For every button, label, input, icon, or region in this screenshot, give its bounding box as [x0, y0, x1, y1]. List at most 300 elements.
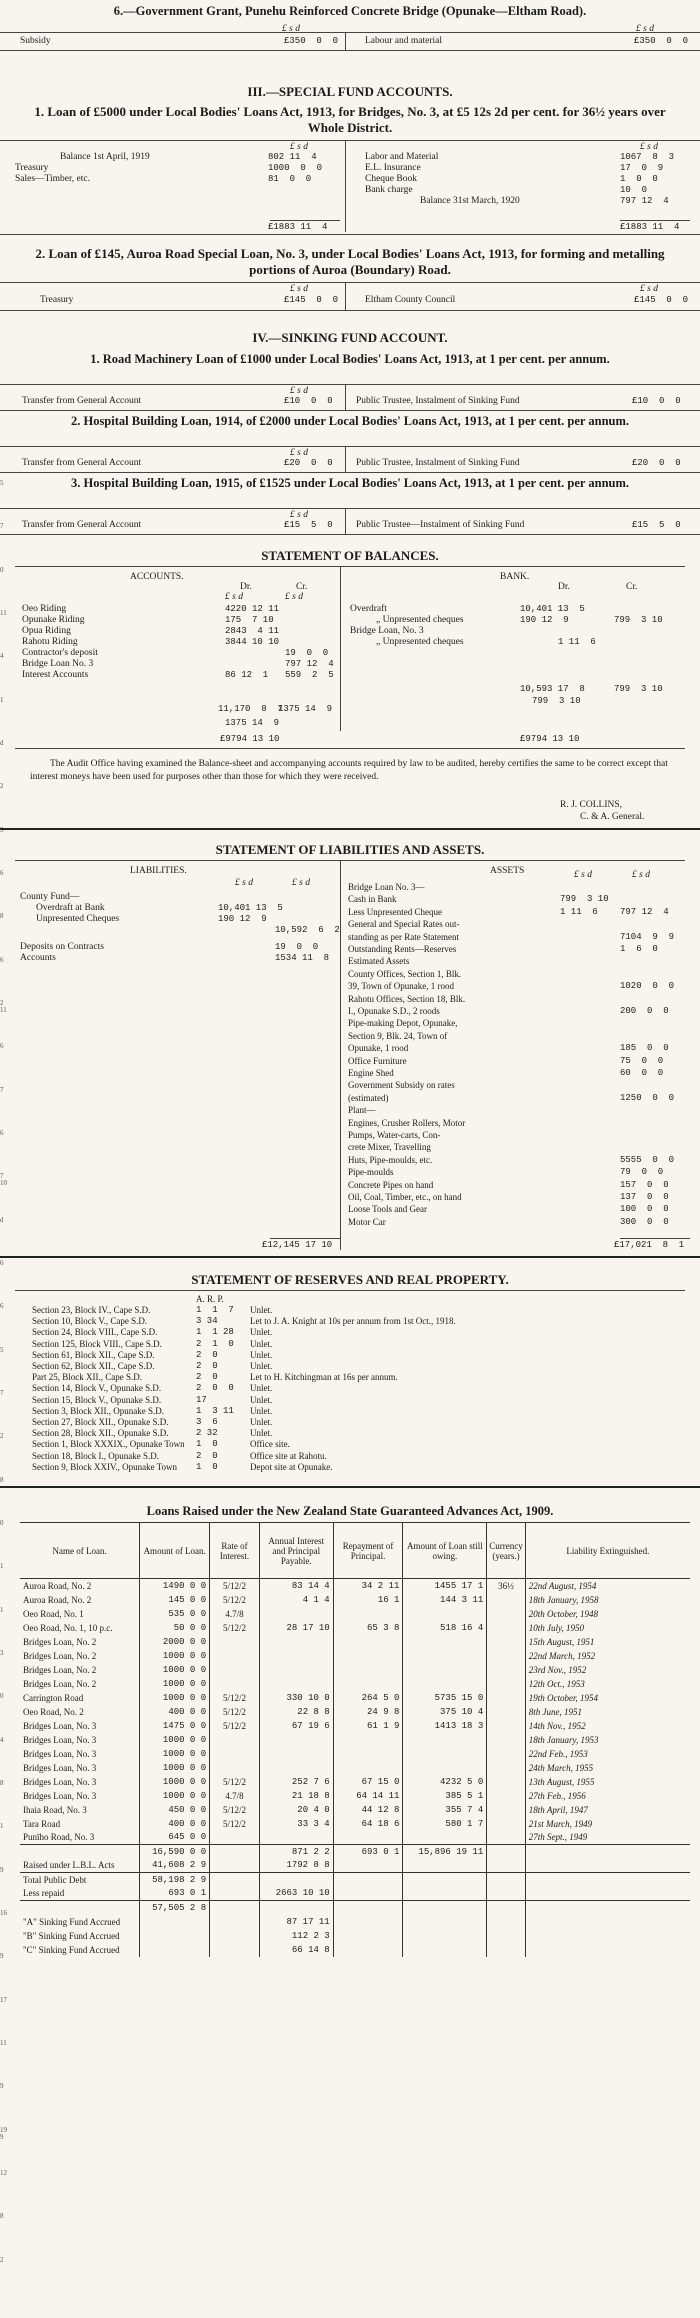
table-cell: 1792 8 8	[259, 1859, 333, 1873]
asset-amount-b: 797 12 4	[620, 906, 669, 917]
asset-amount-b: 1250 0 0	[620, 1092, 675, 1103]
gutter-mark: 1	[0, 695, 4, 704]
section-3-heading: III.—SPECIAL FUND ACCOUNTS.	[247, 84, 453, 99]
labour-label: Labour and material	[365, 36, 443, 46]
table-cell: 28 17 10	[259, 1621, 333, 1635]
table-cell: 16,590 0 0	[140, 1845, 210, 1859]
divider	[15, 1290, 685, 1291]
table-cell: 5/12/2	[210, 1621, 260, 1635]
transfer-amount: £10 0 0	[284, 396, 333, 406]
table-cell	[487, 1915, 526, 1929]
table-cell: 144 3 11	[403, 1593, 487, 1607]
lsd-header: £ s d	[632, 870, 650, 880]
table-cell: 21st March, 1949	[528, 1818, 593, 1829]
table-cell	[487, 1607, 526, 1621]
loan-1-left-amount: 1000 0 0	[268, 163, 323, 173]
table-cell	[403, 1733, 487, 1747]
acc-less: 1375 14 9	[225, 718, 280, 728]
table-cell	[333, 1677, 403, 1691]
reserve-area: 1 1 28	[196, 1327, 234, 1338]
table-cell	[487, 1775, 526, 1789]
loan-1-left-label: Balance 1st April, 1919	[60, 152, 150, 162]
loan-1-right-label: Balance 31st March, 1920	[420, 196, 520, 206]
table-cell	[210, 1747, 260, 1761]
balance-account-dr: 4220 12 11	[225, 604, 280, 614]
table-row	[20, 1607, 690, 1621]
table-cell	[333, 1761, 403, 1775]
table-cell	[487, 1649, 526, 1663]
table-cell	[403, 1915, 487, 1929]
table-cell: 1475 0 0	[140, 1719, 210, 1733]
divider	[345, 446, 346, 472]
lsd-header: £ s d	[290, 142, 308, 152]
asset-label: Plant—	[348, 1105, 376, 1116]
table-cell	[403, 1635, 487, 1649]
asset-label: General and Special Rates out-	[348, 919, 460, 930]
table-cell: 4 1 4	[259, 1593, 333, 1607]
table-cell: 22nd March, 1952	[528, 1650, 596, 1661]
reserve-section: Section 27, Block XII., Opunake S.D.	[32, 1417, 169, 1427]
table-cell	[20, 1901, 140, 1915]
table-cell	[403, 1859, 487, 1873]
column-header: Amount of Loan still owing.	[403, 1523, 487, 1579]
gutter-mark: 0	[0, 565, 4, 574]
loan-1-right-total: £1883 11 4	[620, 222, 680, 232]
table-cell	[210, 1831, 260, 1845]
table-cell	[210, 1901, 260, 1915]
asset-label: Concrete Pipes on hand	[348, 1179, 434, 1190]
table-cell: 535 0 0	[140, 1607, 210, 1621]
table-cell: 24th March, 1955	[528, 1762, 594, 1773]
trustee-label: Public Trustee, Instalment of Sinking Fund	[356, 458, 520, 468]
reserve-section: Section 125, Block VIII., Cape S.D.	[32, 1338, 162, 1349]
table-cell: 1000 0 0	[140, 1789, 210, 1803]
liabilities-heading: STATEMENT OF LIABILITIES AND ASSETS.	[215, 842, 485, 857]
table-cell: 64 18 6	[333, 1817, 403, 1831]
table-cell	[333, 1635, 403, 1649]
acc-cr-label: Cr.	[296, 582, 308, 592]
loan-1-right-label: E.L. Insurance	[365, 163, 421, 173]
asset-label: Less Unpresented Cheque	[348, 906, 442, 917]
table-cell	[210, 1845, 260, 1859]
arp-header: A. R. P.	[196, 1294, 224, 1304]
table-cell: 15th August, 1951	[528, 1636, 595, 1647]
divider	[345, 140, 346, 232]
asset-label: standing as per Rate Statement	[348, 931, 459, 942]
table-cell	[259, 1635, 333, 1649]
lsd-header: £ s d	[235, 878, 253, 888]
table-row	[20, 1775, 690, 1789]
bank-label: BANK.	[500, 572, 530, 582]
table-row	[20, 1733, 690, 1747]
balances-heading: STATEMENT OF BALANCES.	[261, 548, 439, 563]
trustee-label: Public Trustee, Instalment of Sinking Fund	[356, 396, 520, 406]
table-row	[20, 1747, 690, 1761]
trustee-label: Public Trustee—Instalment of Sinking Fund	[356, 520, 525, 530]
divider	[345, 508, 346, 534]
table-cell: 252 7 6	[259, 1775, 333, 1789]
asset-label: Outstanding Rents—Reserves	[348, 944, 457, 954]
table-cell	[210, 1859, 260, 1873]
table-cell	[487, 1593, 526, 1607]
table-cell	[259, 1901, 333, 1915]
accounts-label: ACCOUNTS.	[130, 572, 184, 582]
asset-amount-a: 799 3 10	[560, 894, 609, 905]
table-cell: 10th July, 1950	[528, 1622, 584, 1633]
table-cell: 1000 0 0	[140, 1761, 210, 1775]
gutter-mark: 1	[0, 1605, 4, 1614]
loan-1-right-amount: 17 0 9	[620, 163, 664, 173]
table-cell: 264 5 0	[333, 1691, 403, 1705]
asset-amount-b: 157 0 0	[620, 1179, 669, 1190]
liab-total: £12,145 17 10	[262, 1240, 333, 1250]
table-cell	[20, 1845, 140, 1859]
acc-dr-total: 11,170 8 7	[218, 704, 283, 714]
table-cell: Oeo Road, No. 1	[20, 1607, 140, 1621]
table-cell: 24 9 8	[333, 1705, 403, 1719]
table-cell	[487, 1747, 526, 1761]
section-4-heading: IV.—SINKING FUND ACCOUNT.	[252, 330, 448, 345]
lsd-header: £ s d	[290, 284, 308, 294]
divider	[15, 566, 685, 567]
reserve-note: Unlet.	[250, 1405, 273, 1416]
table-row	[20, 1817, 690, 1831]
reserve-section: Section 18, Block I., Opunake S.D.	[32, 1450, 159, 1461]
gutter-mark: 6	[0, 1302, 4, 1311]
table-cell: 61 1 9	[333, 1719, 403, 1733]
gutter-mark: 8	[0, 2212, 4, 2221]
table-cell: Bridges Loan, No. 3	[20, 1789, 140, 1803]
table-cell: 83 14 4	[259, 1579, 333, 1593]
table-cell	[333, 1733, 403, 1747]
table-cell: 5/12/2	[210, 1719, 260, 1733]
loan-1-right-amount: 797 12 4	[620, 196, 669, 206]
table-row	[20, 1677, 690, 1691]
table-cell: Auroa Road, No. 2	[20, 1593, 140, 1607]
gutter-mark: 11	[0, 2039, 7, 2047]
balance-bank-dr: 10,401 13 5	[520, 604, 585, 614]
table-cell	[525, 1873, 690, 1887]
table-cell: 18th January, 1958	[528, 1594, 599, 1605]
asset-amount-b: 7104 9 9	[620, 931, 675, 942]
divider	[340, 860, 341, 1250]
table-cell	[487, 1859, 526, 1873]
table-cell: 5/12/2	[210, 1775, 260, 1789]
asset-label: Engines, Crusher Rollers, Motor	[348, 1117, 466, 1128]
table-cell: Tara Road	[20, 1817, 140, 1831]
table-cell: 41,608 2 9	[140, 1859, 210, 1873]
asset-label: 39, Town of Opunake, 1 rood	[348, 981, 454, 992]
reserve-section: Section 10, Block V., Cape S.D.	[32, 1316, 148, 1327]
table-cell	[403, 1649, 487, 1663]
divider	[270, 220, 340, 221]
asset-label: Cash in Bank	[348, 894, 397, 905]
sinking-fund-row	[20, 1929, 690, 1943]
reserve-note: Depot site at Opunake.	[250, 1461, 333, 1472]
table-cell	[210, 1635, 260, 1649]
loan-1-left-amount: 81 0 0	[268, 174, 312, 184]
table-cell: 27th Feb., 1956	[528, 1790, 586, 1801]
table-cell	[487, 1691, 526, 1705]
table-cell	[487, 1943, 526, 1957]
table-cell	[333, 1929, 403, 1943]
asset-amount-b: 75 0 0	[620, 1055, 664, 1066]
table-cell	[333, 1747, 403, 1761]
liability-amount-b: 10,592 6 2	[275, 925, 340, 935]
table-cell: 18th April, 1947	[528, 1804, 588, 1815]
section-6	[0, 4, 700, 19]
asset-amount-b: 79 0 0	[620, 1167, 664, 1178]
asset-label: I., Opunake S.D., 2 roods	[348, 1006, 440, 1016]
table-cell	[487, 1901, 526, 1915]
liab-label: LIABILITIES.	[130, 866, 187, 876]
table-cell	[210, 1663, 260, 1677]
lbl-row	[20, 1859, 690, 1873]
table-cell	[259, 1677, 333, 1691]
table-cell	[525, 1845, 690, 1859]
table-row	[20, 1635, 690, 1649]
asset-amount-b: 60 0 0	[620, 1068, 664, 1078]
table-cell	[403, 1831, 487, 1845]
reserve-area: 2 1 0	[196, 1338, 234, 1349]
lsd-header: £ s d	[574, 870, 592, 880]
loan-1-right-label: Labor and Material	[365, 152, 439, 162]
table-cell	[259, 1831, 333, 1845]
loan-1-left-amount: 802 11 4	[268, 152, 317, 162]
divider	[0, 384, 700, 385]
reserve-note: Unlet.	[250, 1428, 273, 1439]
table-cell: Bridges Loan, No. 2	[20, 1677, 140, 1691]
reserve-area: 2 0	[196, 1361, 218, 1371]
table-cell	[210, 1943, 260, 1957]
table-cell: 66 14 8	[259, 1943, 333, 1957]
table-cell: Oeo Road, No. 2	[20, 1705, 140, 1719]
bank-final: £9794 13 10	[520, 734, 580, 744]
table-row	[20, 1803, 690, 1817]
table-cell	[210, 1649, 260, 1663]
table-cell: 4.7/8	[210, 1607, 260, 1621]
table-cell: 145 0 0	[140, 1593, 210, 1607]
balance-account-label: Bridge Loan No. 3	[22, 659, 94, 669]
reserve-section: Section 14, Block V., Opunake S.D.	[32, 1383, 162, 1394]
gutter-mark: 4	[0, 1735, 4, 1744]
table-cell: 2000 0 0	[140, 1635, 210, 1649]
divider	[0, 446, 700, 447]
table-cell	[333, 1831, 403, 1845]
balance-account-label: Oeo Riding	[22, 604, 67, 614]
table-cell: 375 10 4	[403, 1705, 487, 1719]
asset-label: Opunake, 1 rood	[348, 1043, 409, 1054]
asset-label: Motor Car	[348, 1216, 386, 1227]
table-cell: 385 5 1	[403, 1789, 487, 1803]
gutter-mark: 12	[0, 2169, 7, 2177]
reserve-section: Section 1, Block XXXIX., Opunake Town	[32, 1439, 185, 1450]
table-cell: 4232 5 0	[403, 1775, 487, 1789]
table-cell: 20 4 0	[259, 1803, 333, 1817]
table-row	[20, 1789, 690, 1803]
table-cell	[333, 1607, 403, 1621]
table-cell	[487, 1733, 526, 1747]
table-cell: 645 0 0	[140, 1831, 210, 1845]
asset-label: Oil, Coal, Timber, etc., on hand	[348, 1192, 462, 1202]
asset-label: Office Furniture	[348, 1055, 407, 1066]
loan-2-title: 2. Loan of £145, Auroa Road Special Loan, No. 3, under Local Bodies' Loans Act, 1913, for forming and metalling portions of Auroa (Boundary) Road.	[35, 246, 665, 277]
liability-amount-a: 190 12 9	[218, 914, 267, 924]
reserve-note: Unlet.	[250, 1327, 273, 1338]
sinking-fund-row	[20, 1915, 690, 1929]
table-cell: 518 16 4	[403, 1621, 487, 1635]
balance-account-label: Opua Riding	[22, 626, 71, 636]
table-cell: 2663 10 10	[259, 1887, 333, 1901]
table-cell	[487, 1831, 526, 1845]
reserve-area: 1 0	[196, 1439, 218, 1450]
gutter-mark: d	[0, 1215, 4, 1224]
transfer-label: Transfer from General Account	[22, 520, 142, 530]
asset-label: crete Mixer, Travelling	[348, 1142, 431, 1153]
table-cell	[259, 1663, 333, 1677]
reserve-note: Unlet.	[250, 1349, 273, 1360]
column-header: Name of Loan.	[20, 1523, 140, 1579]
table-cell: Bridges Loan, No. 3	[20, 1719, 140, 1733]
table-cell	[487, 1677, 526, 1691]
divider	[0, 50, 700, 51]
asset-amount-b: 1020 0 0	[620, 981, 675, 992]
table-row	[20, 1579, 690, 1593]
table-cell	[140, 1915, 210, 1929]
table-cell	[210, 1677, 260, 1691]
asset-label: Government Subsidy on rates	[348, 1080, 455, 1091]
loan-1-right-label: Cheque Book	[365, 174, 417, 184]
reserve-section: Section 23, Block IV., Cape S.D.	[32, 1305, 151, 1315]
table-cell: Punīho Road, No. 3	[20, 1831, 140, 1845]
asset-label: Pipe-making Depot, Opunake,	[348, 1018, 458, 1029]
table-cell	[487, 1761, 526, 1775]
table-cell: "A" Sinking Fund Accrued	[20, 1915, 140, 1929]
table-cell: 330 10 0	[259, 1691, 333, 1705]
table-cell: 1000 0 0	[140, 1649, 210, 1663]
gutter-mark: 11	[0, 609, 7, 617]
table-cell	[487, 1705, 526, 1719]
gutter-mark: 7	[0, 1085, 4, 1094]
table-cell	[403, 1663, 487, 1677]
table-cell: 1490 0 0	[140, 1579, 210, 1593]
reserve-area: 3 6	[196, 1417, 218, 1427]
reserves-heading: STATEMENT OF RESERVES AND REAL PROPERTY.	[191, 1272, 509, 1287]
divider	[345, 32, 346, 50]
table-cell	[333, 1649, 403, 1663]
table-row	[20, 1761, 690, 1775]
reserve-section: Section 15, Block V., Opunake S.D.	[32, 1394, 162, 1405]
liability-amount-b: 19 0 0	[275, 942, 319, 952]
table-cell: 450 0 0	[140, 1803, 210, 1817]
table-cell: Carrington Road	[20, 1691, 140, 1705]
lsd-header: £ s d	[225, 592, 243, 602]
divider	[0, 508, 700, 509]
table-cell	[259, 1761, 333, 1775]
gutter-mark: 6	[0, 869, 4, 877]
divider	[0, 140, 700, 141]
audit-note: The Audit Office having examined the Balance-sheet and accompanying accounts required by law to be audited, hereby certifies the same to be correct except that interest moneys have been used for purposes other than those for which they were received.	[30, 759, 668, 782]
column-header: Rate of Interest.	[210, 1523, 260, 1579]
table-cell: Bridges Loan, No. 3	[20, 1761, 140, 1775]
balance-account-cr: 797 12 4	[285, 659, 334, 669]
table-cell: 871 2 2	[259, 1845, 333, 1859]
table-row	[20, 1831, 690, 1845]
gutter-mark: 2 11	[0, 999, 7, 1014]
lsd-header: £ s d	[285, 592, 303, 602]
balance-bank-cr: 799 3 10	[614, 615, 663, 625]
loans-heading: Loans Raised under the New Zealand State Guaranteed Advances Act, 1909.	[146, 1504, 554, 1518]
subsidy-label: Subsidy	[20, 36, 51, 46]
table-cell	[487, 1621, 526, 1635]
table-cell: Bridges Loan, No. 2	[20, 1649, 140, 1663]
table-cell: Less repaid	[20, 1887, 140, 1901]
table-cell: 693 0 1	[140, 1887, 210, 1901]
lsd-header: £ s d	[636, 24, 654, 34]
table-cell: 14th Nov., 1952	[528, 1720, 586, 1731]
balance-account-label: Interest Accounts	[22, 670, 89, 680]
reserve-section: Section 3, Block XII., Opunake S.D.	[32, 1405, 164, 1416]
liability-label: Overdraft at Bank	[36, 903, 105, 913]
treasury-amount: £145 0 0	[284, 295, 339, 305]
reserve-area: 1 3 11	[196, 1405, 234, 1416]
table-cell	[403, 1761, 487, 1775]
table-cell: 1000 0 0	[140, 1747, 210, 1761]
table-cell	[403, 1677, 487, 1691]
liability-amount-a: 10,401 13 5	[218, 903, 283, 913]
table-cell: 1000 0 0	[140, 1775, 210, 1789]
table-cell	[259, 1873, 333, 1887]
divider	[0, 282, 700, 283]
liability-amount-b: 1534 11 8	[275, 953, 330, 963]
column-header: Annual Interest and Principal Payable.	[259, 1523, 333, 1579]
table-cell	[140, 1943, 210, 1957]
gutter-mark: 7 10	[0, 1172, 7, 1188]
balance-bank-label: Overdraft	[350, 604, 387, 614]
divider	[0, 1256, 700, 1258]
asset-label: Bridge Loan No. 3—	[348, 882, 425, 892]
table-cell	[487, 1873, 526, 1887]
gutter-mark: 3	[0, 825, 4, 834]
transfer-label: Transfer from General Account	[22, 458, 142, 468]
acc-cr-total: 1375 14 9	[278, 704, 333, 714]
section-6-title: 6.—Government Grant, Punehu Reinforced Concrete Bridge (Opunake—Eltham Road).	[113, 4, 587, 18]
table-row	[20, 1719, 690, 1733]
table-cell	[403, 1943, 487, 1957]
divider	[345, 384, 346, 410]
balance-bank-label: „ Unpresented cheques	[376, 637, 464, 647]
table-cell	[333, 1663, 403, 1677]
table-cell	[487, 1663, 526, 1677]
divider	[340, 566, 341, 731]
reserve-note: Unlet.	[250, 1417, 273, 1427]
table-cell: 34 2 11	[333, 1579, 403, 1593]
asset-label: Pumps, Water-carts, Con-	[348, 1130, 441, 1140]
balance-bank-dr: 190 12 9	[520, 615, 569, 625]
table-cell	[525, 1915, 690, 1929]
less-repaid-row	[20, 1887, 690, 1901]
table-cell: Ihaia Road, No. 3	[20, 1803, 140, 1817]
net-row	[20, 1901, 690, 1915]
subtotal-row	[20, 1845, 690, 1859]
eltham-amount: £145 0 0	[634, 295, 689, 305]
table-cell: 400 0 0	[140, 1705, 210, 1719]
reserve-note: Unlet.	[250, 1305, 273, 1315]
table-cell: 5/12/2	[210, 1593, 260, 1607]
table-cell	[210, 1915, 260, 1929]
bank-dr-total: 10,593 17 8	[520, 684, 585, 694]
table-cell: 693 0 1	[333, 1845, 403, 1859]
